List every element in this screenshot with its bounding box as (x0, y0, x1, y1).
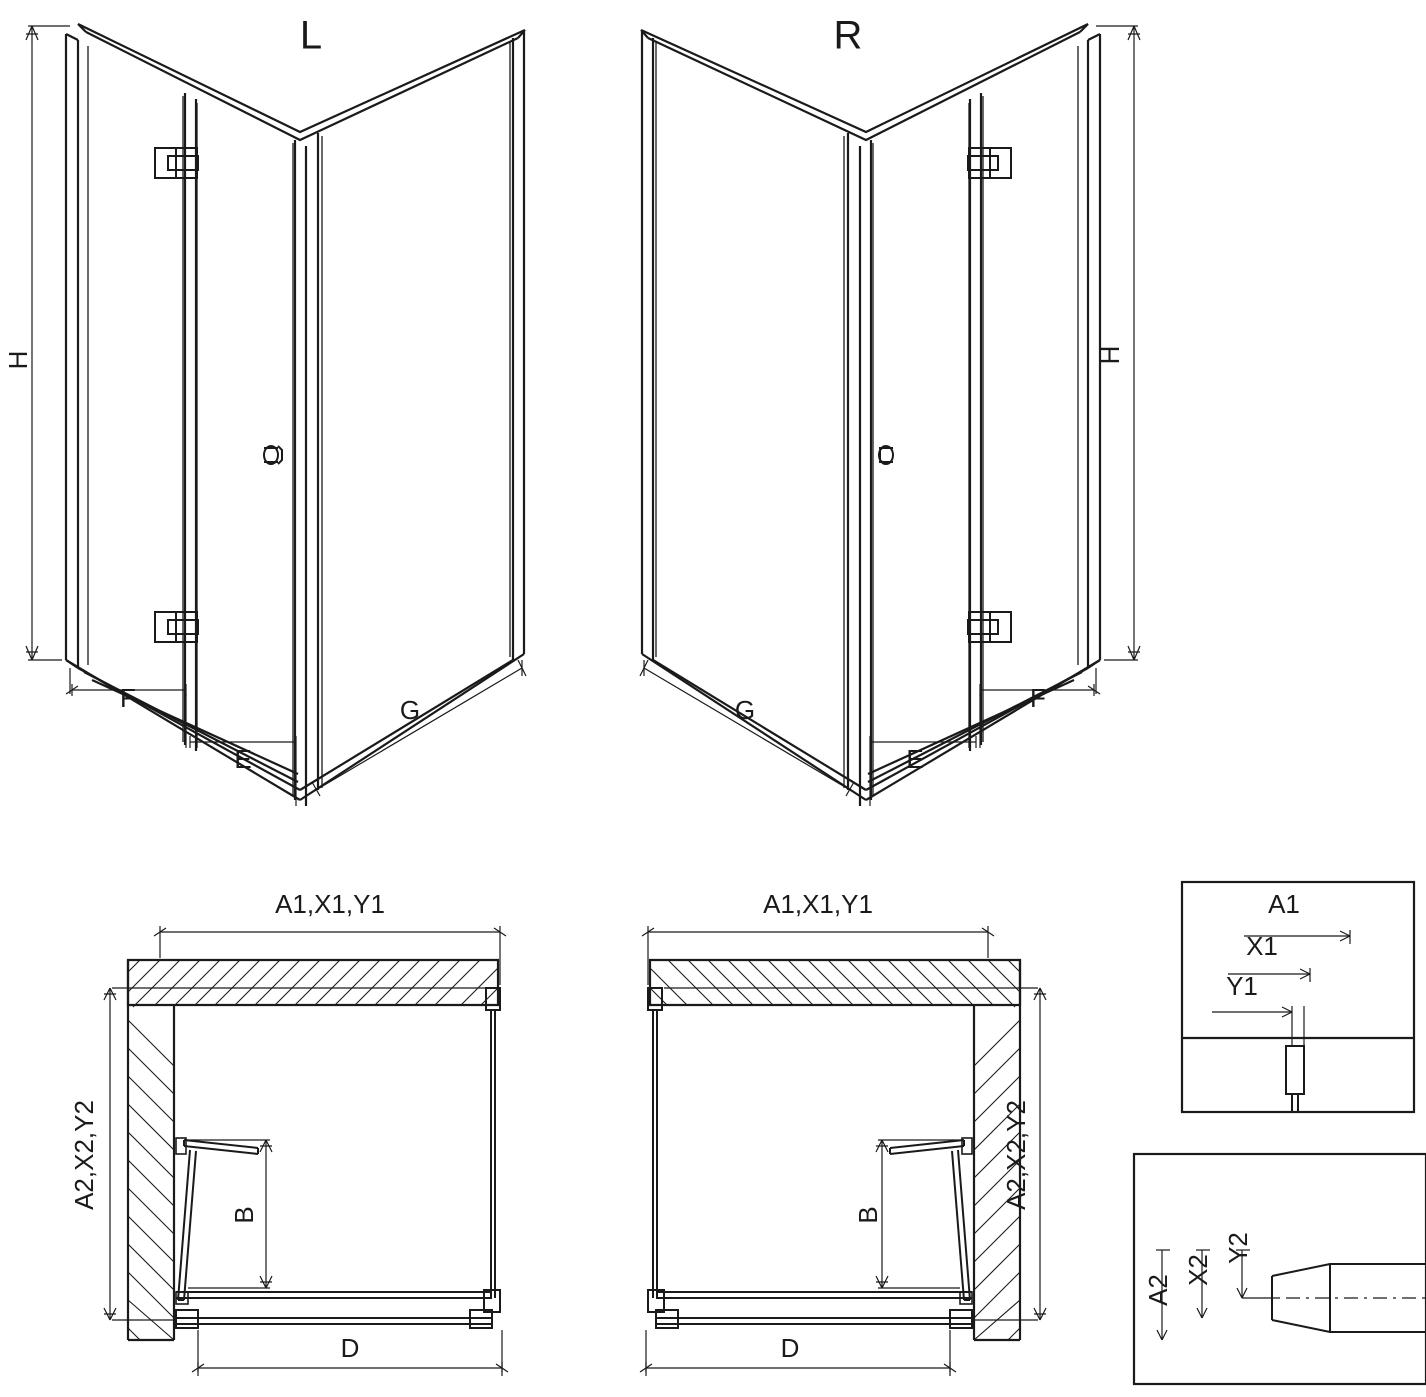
plan-left-view (104, 926, 508, 1376)
iso-left-e-label: E (234, 743, 252, 774)
iso-right-f-label: F (1030, 682, 1046, 713)
plan-right-d-label: D (780, 1332, 800, 1363)
plan-left-side-dim-label: A2,X2,Y2 (68, 1100, 99, 1210)
iso-right-e-label: E (906, 743, 924, 774)
iso-left-view (26, 24, 526, 806)
plan-left-top-dim-label: A1,X1,Y1 (275, 888, 385, 919)
iso-right-title: R (833, 13, 863, 58)
detail-top-y1-label: Y1 (1226, 970, 1258, 1001)
plan-right-b-label: B (852, 1206, 883, 1224)
detail-bottom-x2-label: X2 (1182, 1254, 1213, 1286)
plan-right-side-dim-label: A2,X2,Y2 (1000, 1100, 1031, 1210)
iso-left-title: L (299, 13, 323, 58)
detail-top-a1-label: A1 (1268, 888, 1300, 919)
iso-right-view (640, 24, 1140, 806)
iso-right-height-label: H (1094, 345, 1125, 365)
plan-right-view (640, 926, 1046, 1376)
iso-left-g-label: G (399, 694, 421, 725)
detail-bottom-y2-label: Y2 (1222, 1232, 1253, 1264)
plan-left-d-label: D (340, 1332, 360, 1363)
iso-left-height-label: H (2, 350, 33, 370)
detail-top-x1-label: X1 (1246, 930, 1278, 961)
plan-right-top-dim-label: A1,X1,Y1 (763, 888, 873, 919)
detail-bottom-view (1134, 1154, 1426, 1384)
iso-left-f-label: F (120, 682, 136, 713)
detail-bottom-a2-label: A2 (1142, 1274, 1173, 1306)
iso-right-g-label: G (734, 694, 756, 725)
plan-left-b-label: B (228, 1206, 259, 1224)
